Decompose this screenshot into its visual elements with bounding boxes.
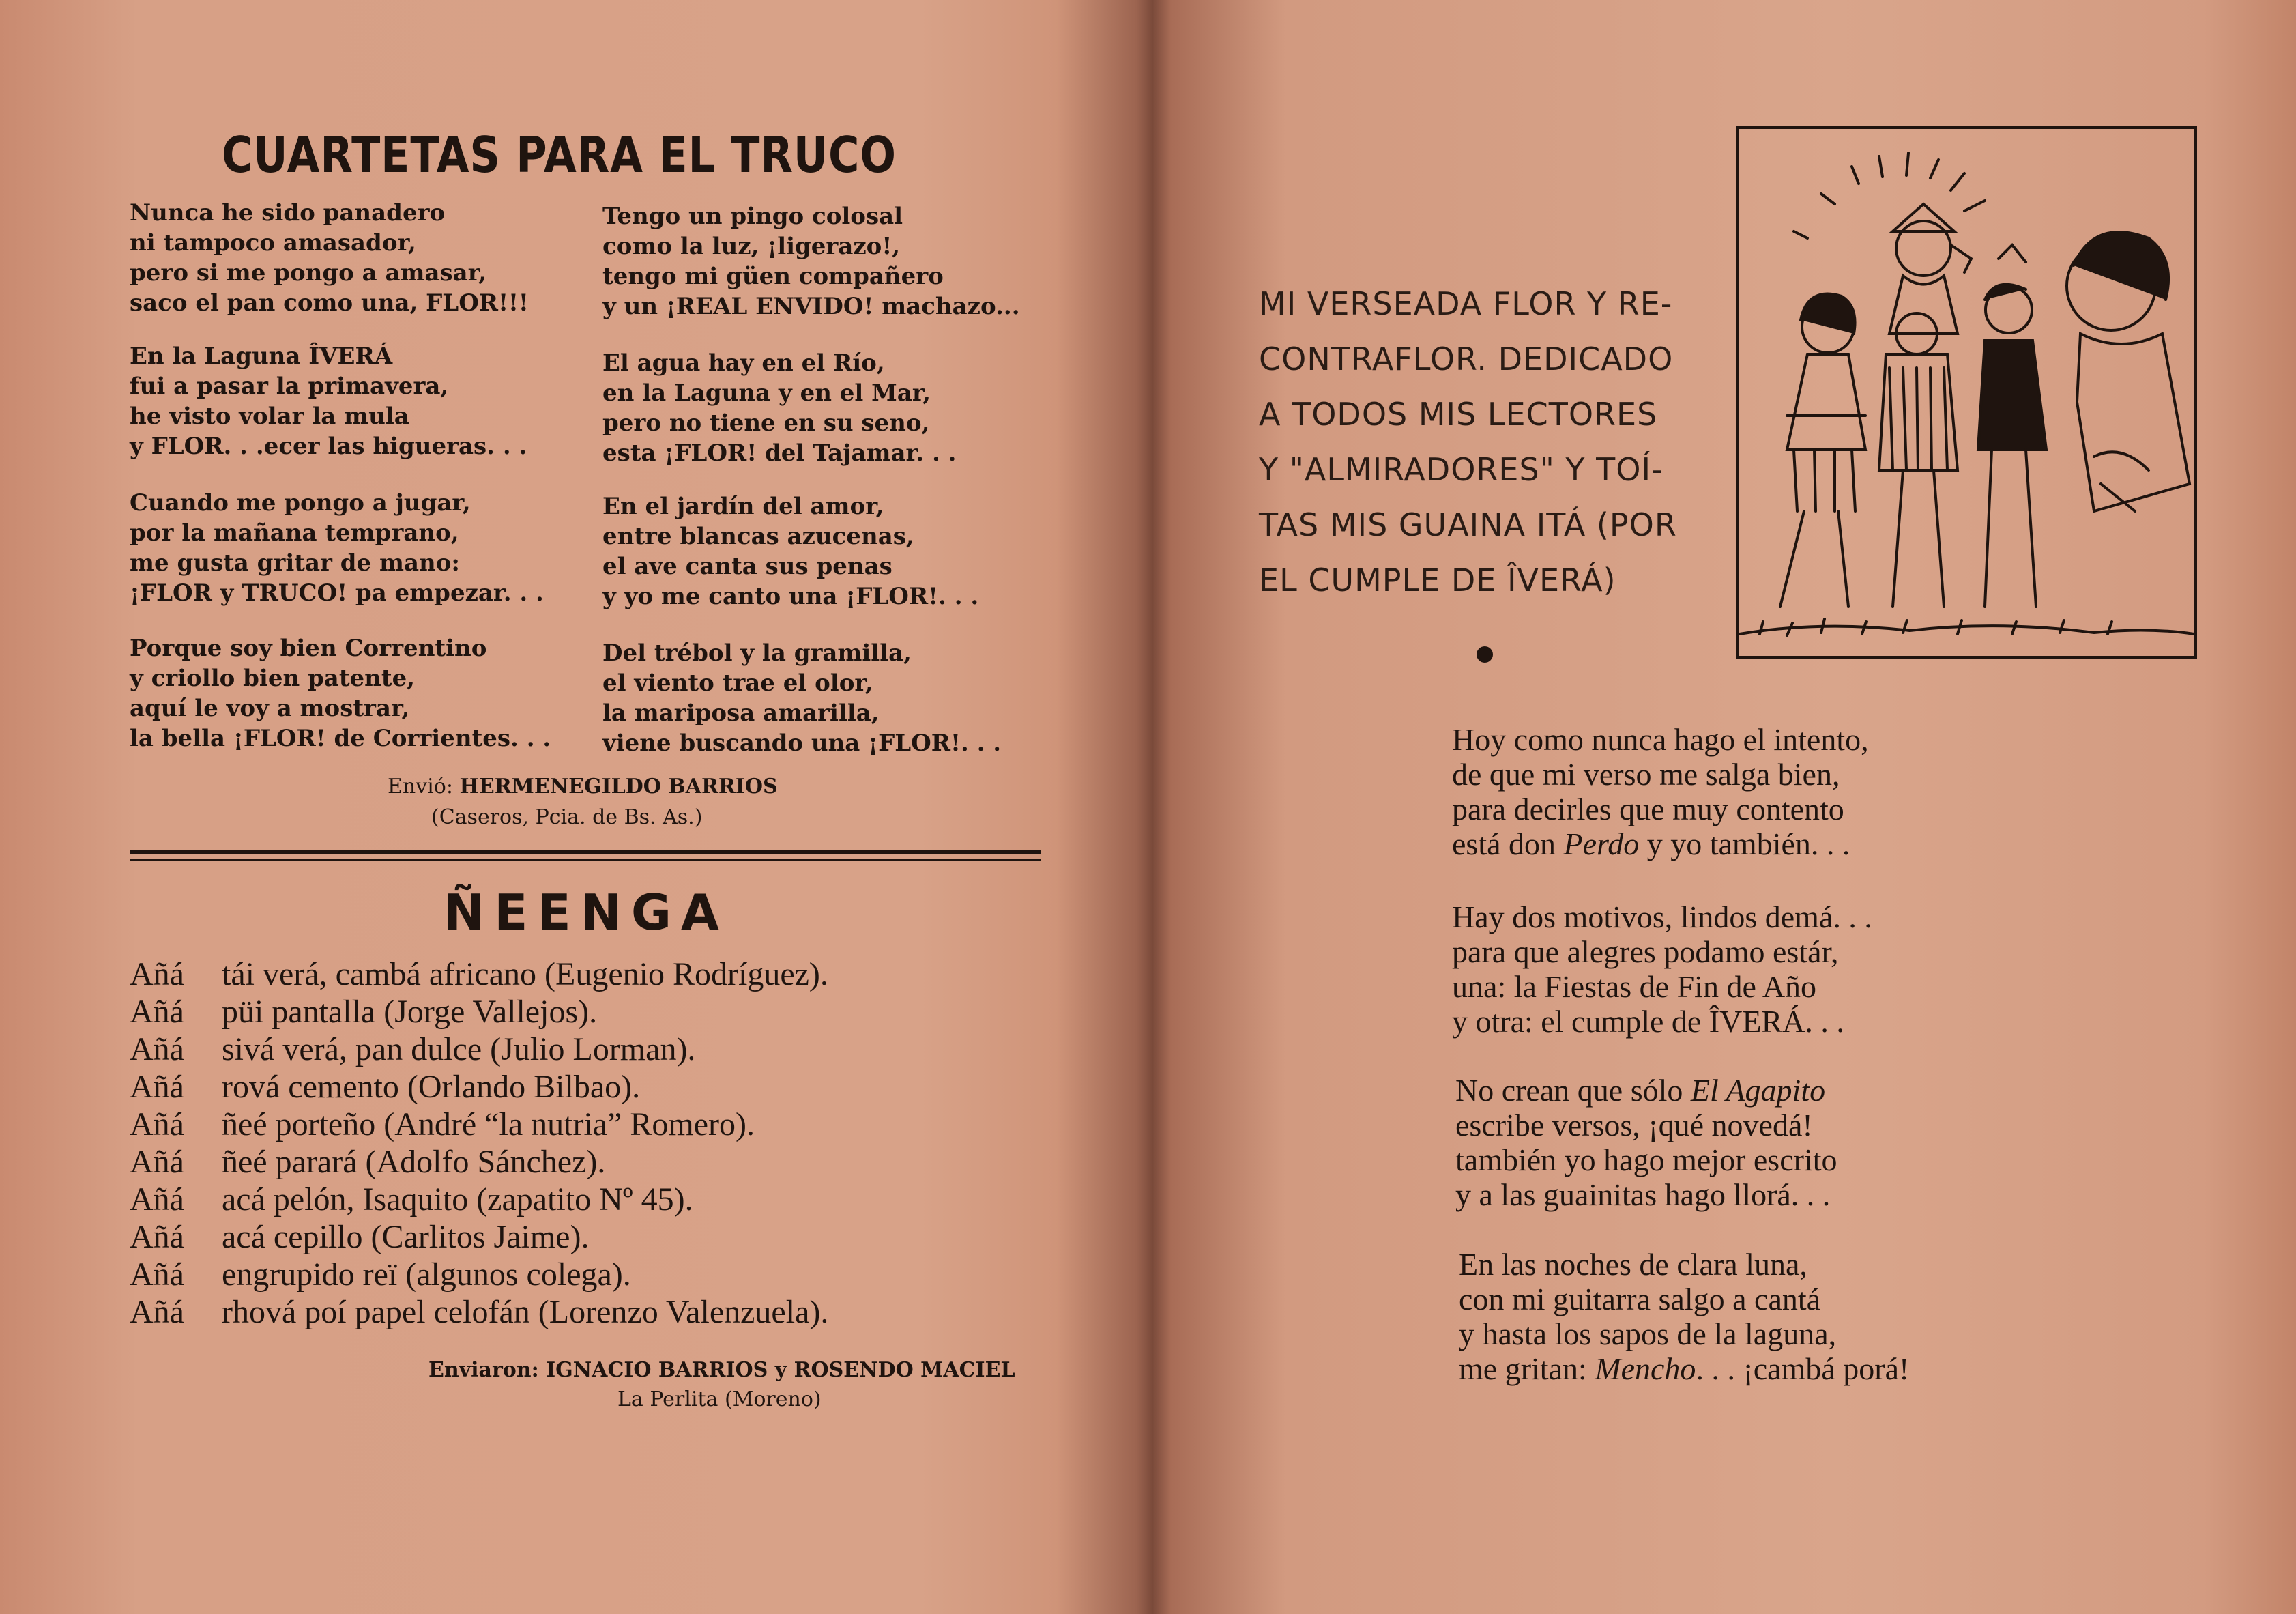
list-item xyxy=(130,1181,828,1218)
dedication-line: Y "ALMIRADORES" Y TOÍ- xyxy=(1259,451,1663,488)
verse-line: viene buscando una ¡FLOR!. . . xyxy=(602,730,1002,757)
list-text: püi pantalla (Jorge Vallejos). xyxy=(222,994,598,1030)
verse-line: saco el pan como una, FLOR!!! xyxy=(130,289,529,317)
list-lead: Añá xyxy=(130,1181,184,1217)
verse-line: me gusta gritar de mano: xyxy=(130,549,460,577)
left-page xyxy=(0,0,1146,1614)
verse-line: el ave canta sus penas xyxy=(602,553,892,580)
page-title: CUARTETAS PARA EL TRUCO xyxy=(222,126,897,184)
list-text: rová cemento (Orlando Bilbao). xyxy=(222,1069,641,1105)
verse-italic: El Agapito xyxy=(1690,1073,1826,1108)
list-item xyxy=(130,1068,828,1106)
verse-line: fui a pasar la primavera, xyxy=(130,373,449,400)
verse-line: el viento trae el olor, xyxy=(602,669,873,697)
section-title: ÑEENGA xyxy=(444,884,729,941)
verse-line: En la Laguna ÎVERÁ xyxy=(130,343,393,370)
list-text: engrupido reï (algunos colega). xyxy=(222,1256,631,1293)
illustration-frame xyxy=(1736,126,2197,659)
list-item xyxy=(130,1106,828,1143)
verse-line: y FLOR. . .ecer las higueras. . . xyxy=(130,433,527,460)
verse-line: esta ¡FLOR! del Tajamar. . . xyxy=(602,439,957,467)
stanza xyxy=(602,491,978,611)
list-lead: Añá xyxy=(130,1144,184,1180)
neenga-list xyxy=(130,955,828,1331)
verse-line xyxy=(1452,826,1869,861)
verse-line: Hay dos motivos, lindos demá. . . xyxy=(1452,899,1872,934)
list-lead: Añá xyxy=(130,1219,184,1255)
list-lead: Añá xyxy=(130,956,184,992)
credit-name: HERMENEGILDO BARRIOS xyxy=(459,775,778,798)
divider-rule xyxy=(130,859,1041,861)
verse-line: ¡FLOR y TRUCO! pa empezar. . . xyxy=(130,579,544,607)
dedication-line: EL CUMPLE DE ÎVERÁ) xyxy=(1259,562,1616,599)
dedication-line: MI VERSEADA FLOR Y RE- xyxy=(1259,285,1673,322)
stanza xyxy=(130,341,527,461)
verse-italic: Mencho xyxy=(1595,1351,1696,1386)
credit-line xyxy=(388,775,778,798)
dedication-block xyxy=(1259,276,1677,608)
list-text: ñeé parará (Adolfo Sánchez). xyxy=(222,1144,606,1180)
list-text: rhová poí papel celofán (Lorenzo Valenzuela). xyxy=(222,1294,829,1330)
verse-text: está don xyxy=(1452,826,1564,861)
dedication-line: A TODOS MIS LECTORES xyxy=(1259,396,1658,433)
verse-line xyxy=(1459,1351,1909,1386)
verse-italic: Perdo xyxy=(1563,826,1640,861)
list-lead: Añá xyxy=(130,1294,184,1330)
verse-text: No crean que sólo xyxy=(1455,1073,1691,1108)
list-text: tái verá, cambá africano (Eugenio Rodríguez). xyxy=(222,956,828,992)
list-item xyxy=(130,993,828,1031)
verse-line: Porque soy bien Correntino xyxy=(130,635,487,662)
verse-line: tengo mi güen compañero xyxy=(602,263,944,290)
credit-senders: Enviaron: IGNACIO BARRIOS y ROSENDO MACIEL xyxy=(428,1358,1015,1382)
list-item xyxy=(130,1031,828,1068)
verse-line: con mi guitarra salgo a cantá xyxy=(1459,1282,1821,1316)
verse-line: pero si me pongo a amasar, xyxy=(130,259,486,287)
list-item xyxy=(130,1218,828,1256)
verse-line: la mariposa amarilla, xyxy=(602,700,880,727)
dedication-line: CONTRAFLOR. DEDICADO xyxy=(1259,341,1674,377)
stanza xyxy=(130,633,551,753)
verse-line: Hoy como nunca hago el intento, xyxy=(1452,722,1869,757)
verse-line: como la luz, ¡ligerazo!, xyxy=(602,233,901,260)
list-text: ñeé porteño (André “la nutria” Romero). xyxy=(222,1106,755,1142)
list-text: acá pelón, Isaquito (zapatito Nº 45). xyxy=(222,1181,693,1217)
dedication-line: TAS MIS GUAINA ITÁ (POR xyxy=(1259,506,1677,543)
list-lead: Añá xyxy=(130,994,184,1030)
credit-place: (Caseros, Pcia. de Bs. As.) xyxy=(431,805,703,829)
verse-line: también yo hago mejor escrito xyxy=(1455,1142,1837,1177)
verse-line: he visto volar la mula xyxy=(130,403,409,430)
verse-line: una: la Fiestas de Fin de Año xyxy=(1452,969,1817,1004)
verse-line: Del trébol y la gramilla, xyxy=(602,639,912,667)
verse-line: de que mi verso me salga bien, xyxy=(1452,757,1840,792)
poem-stanza xyxy=(1452,899,1872,1039)
verse-line: ni tampoco amasador, xyxy=(130,229,416,257)
verse-line: la bella ¡FLOR! de Corrientes. . . xyxy=(130,725,551,752)
stanza xyxy=(602,638,1001,758)
verse-line: Tengo un pingo colosal xyxy=(602,203,903,230)
poem-stanza xyxy=(1452,722,1869,861)
credit-place: La Perlita (Moreno) xyxy=(617,1387,822,1411)
stanza xyxy=(602,201,1020,321)
verse-line: Nunca he sido panadero xyxy=(130,199,446,227)
verse-text: y yo también. . . xyxy=(1639,826,1850,861)
list-lead: Añá xyxy=(130,1069,184,1105)
verse-line: y un ¡REAL ENVIDO! machazo... xyxy=(602,293,1020,320)
verse-line: y otra: el cumple de ÎVERÁ. . . xyxy=(1452,1004,1844,1039)
list-lead: Añá xyxy=(130,1106,184,1142)
group-of-people-illustration xyxy=(1739,129,2194,656)
verse-line: entre blancas azucenas, xyxy=(602,523,914,550)
verse-line: y criollo bien patente, xyxy=(130,665,416,692)
verse-line: Cuando me pongo a jugar, xyxy=(130,489,471,517)
poem-stanza xyxy=(1459,1247,1909,1386)
bullet-ornament xyxy=(1477,646,1493,663)
list-item xyxy=(130,955,828,993)
verse-line: En las noches de clara luna, xyxy=(1459,1247,1807,1282)
verse-line: escribe versos, ¡qué novedá! xyxy=(1455,1108,1813,1142)
verse-line: y hasta los sapos de la laguna, xyxy=(1459,1316,1837,1351)
poem-stanza xyxy=(1455,1073,1837,1212)
list-item xyxy=(130,1256,828,1293)
verse-line: para que alegres podamo estár, xyxy=(1452,934,1839,969)
stanza xyxy=(130,198,529,318)
verse-line: y yo me canto una ¡FLOR!. . . xyxy=(602,583,979,610)
list-item xyxy=(130,1293,828,1331)
verse-line: para decirles que muy contento xyxy=(1452,792,1844,826)
verse-text: me gritan: xyxy=(1459,1351,1595,1386)
verse-line: En el jardín del amor, xyxy=(602,493,884,520)
verse-line: por la mañana temprano, xyxy=(130,519,459,547)
list-text: sivá verá, pan dulce (Julio Lorman). xyxy=(222,1031,696,1067)
verse-line: en la Laguna y en el Mar, xyxy=(602,379,931,407)
list-text: acá cepillo (Carlitos Jaime). xyxy=(222,1219,590,1255)
list-item xyxy=(130,1143,828,1181)
divider-rule xyxy=(130,850,1041,854)
stanza xyxy=(602,348,957,468)
verse-text: . . . ¡cambá porá! xyxy=(1696,1351,1910,1386)
list-lead: Añá xyxy=(130,1256,184,1293)
list-lead: Añá xyxy=(130,1031,184,1067)
credit-label: Envió: xyxy=(388,775,453,798)
verse-line: El agua hay en el Río, xyxy=(602,349,885,377)
stanza xyxy=(130,488,544,608)
verse-line: aquí le voy a mostrar, xyxy=(130,695,410,722)
verse-line xyxy=(1455,1073,1837,1108)
verse-line: y a las guainitas hago llorá. . . xyxy=(1455,1177,1831,1212)
verse-line: pero no tiene en su seno, xyxy=(602,409,930,437)
